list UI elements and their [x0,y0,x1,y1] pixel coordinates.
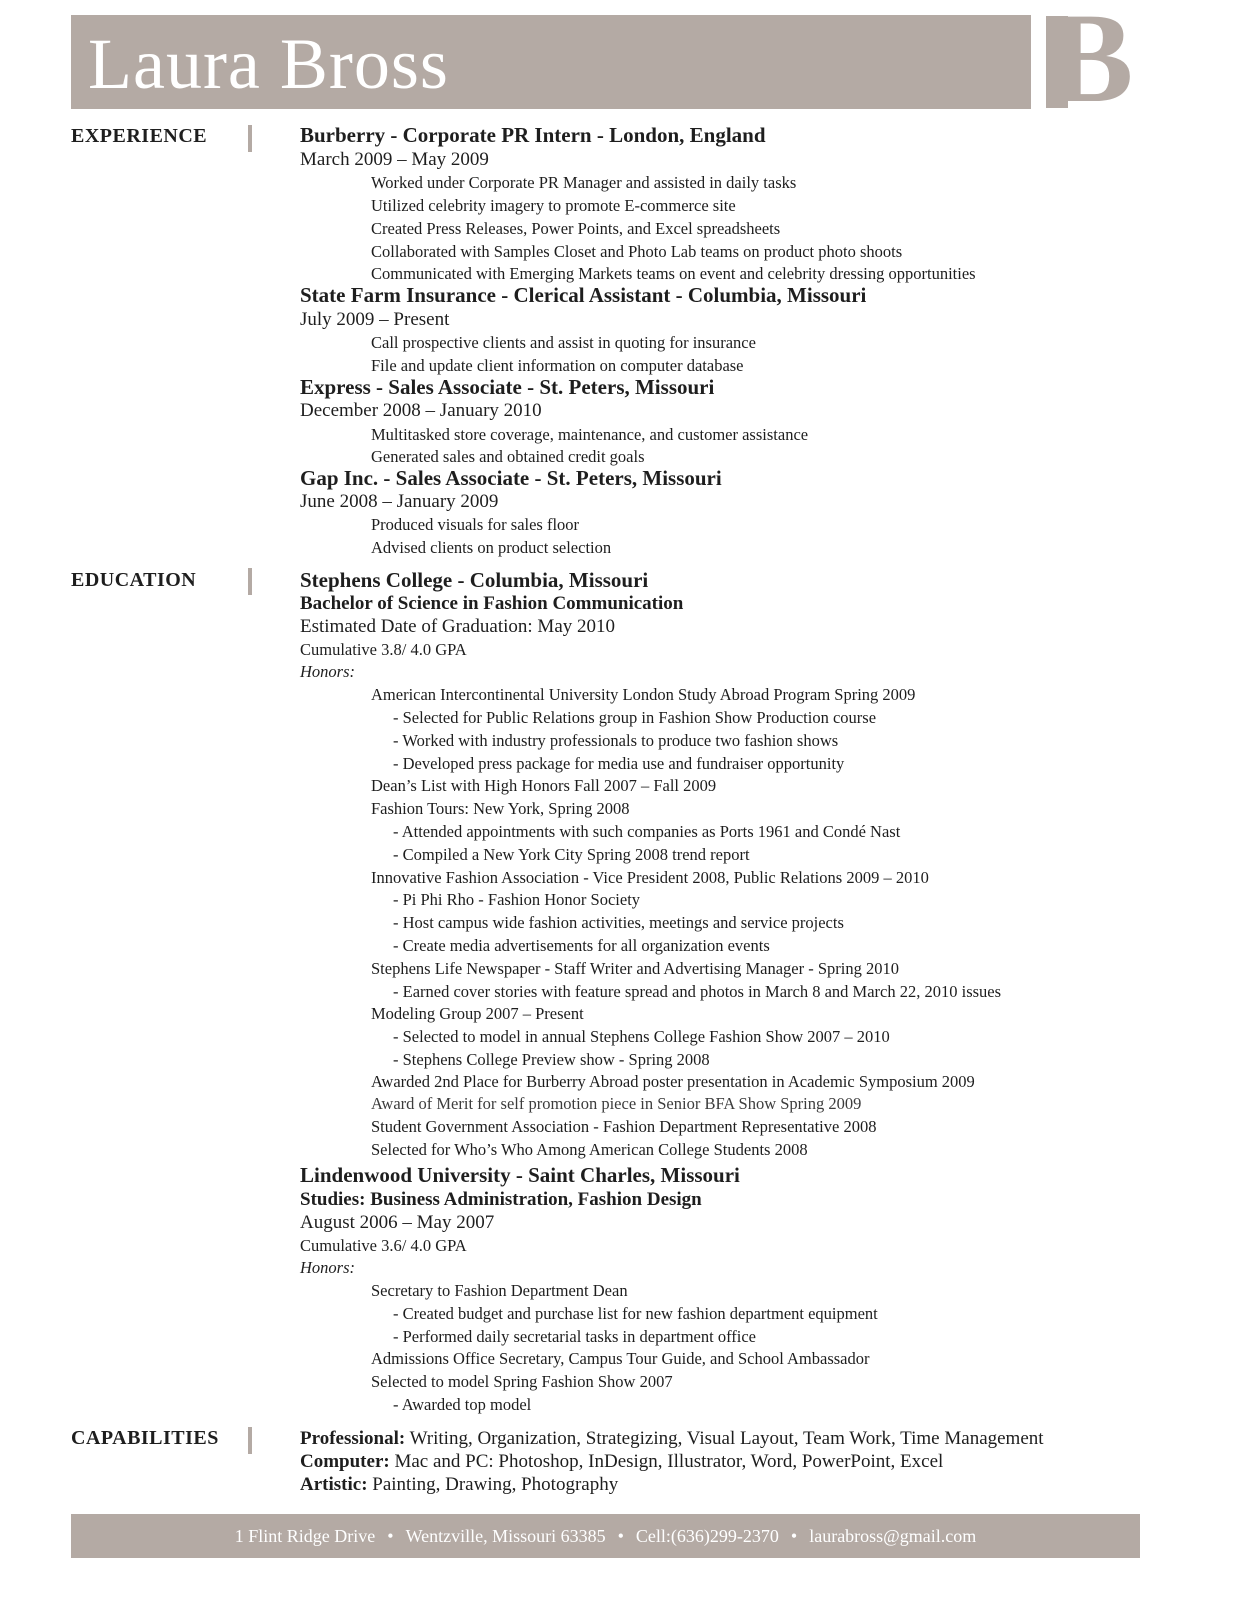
honor-item: Stephens Life Newspaper - Staff Writer and Advertising Manager - Spring 2010 [371,959,899,978]
honor-subitem: - Worked with industry professionals to produce two fashion shows [393,731,839,750]
capability-label: Artistic: [300,1474,368,1495]
honors-label: Honors: [300,662,356,681]
job-title: Express - Sales Associate - St. Peters, Missouri [300,375,715,399]
capability-value: Writing, Organization, Strategizing, Visual Layout, Team Work, Time Management [409,1428,1044,1449]
honor-item: Selected for Who’s Who Among American College Students 2008 [371,1140,808,1159]
capability-label: Professional: [300,1428,406,1449]
honor-item: Dean’s List with High Honors Fall 2007 – Fall 2009 [371,776,717,795]
honor-item: Student Government Association - Fashion Department Representative 2008 [371,1117,877,1136]
capability-professional [300,1428,1044,1450]
job-bullet: File and update client information on computer database [371,356,744,375]
honor-item: Innovative Fashion Association - Vice President 2008, Public Relations 2009 – 2010 [371,868,929,887]
honor-item: Secretary to Fashion Department Dean [371,1281,628,1300]
experience-divider [248,125,252,152]
honor-subitem: - Developed press package for media use and fundraiser opportunity [393,754,845,773]
footer-cell: Cell:(636)299-2370 [635,1525,779,1546]
attendance-dates: August 2006 – May 2007 [300,1212,495,1233]
degree: Studies: Business Administration, Fashion Design [300,1189,702,1210]
job-title: Burberry - Corporate PR Intern - London, England [300,123,766,147]
capability-value: Painting, Drawing, Photography [372,1474,619,1495]
honor-subitem: - Pi Phi Rho - Fashion Honor Society [393,890,641,909]
footer-city: Wentzville, Missouri 63385 [405,1525,606,1546]
capability-value: Mac and PC: Photoshop, InDesign, Illustrator, Word, PowerPoint, Excel [394,1451,944,1472]
honor-item: Admissions Office Secretary, Campus Tour Guide, and School Ambassador [371,1349,870,1368]
honor-subitem: - Create media advertisements for all organization events [393,936,770,955]
honor-subitem: - Performed daily secretarial tasks in department office [393,1327,757,1346]
capabilities-heading: CAPABILITIES [71,1427,219,1449]
honor-subitem: - Attended appointments with such companies as Ports 1961 and Condé Nast [393,822,901,841]
job-bullet: Created Press Releases, Power Points, and Excel spreadsheets [371,219,781,238]
honor-subitem: - Awarded top model [393,1395,532,1414]
honor-subitem: - Selected to model in annual Stephens College Fashion Show 2007 – 2010 [393,1027,890,1046]
degree: Bachelor of Science in Fashion Communication [300,593,684,614]
job-bullet: Produced visuals for sales floor [371,515,580,534]
capability-computer [300,1451,943,1473]
monogram-letter: B [1048,0,1134,129]
job-dates: March 2009 – May 2009 [300,149,489,170]
footer-email[interactable]: laurabross@gmail.com [809,1525,977,1546]
job-title: State Farm Insurance - Clerical Assistant - Columbia, Missouri [300,283,867,307]
job-bullet: Generated sales and obtained credit goals [371,447,645,466]
capabilities-divider [248,1427,252,1454]
education-heading: EDUCATION [71,569,197,591]
job-dates: December 2008 – January 2010 [300,400,542,421]
job-bullet: Utilized celebrity imagery to promote E-commerce site [371,196,736,215]
name-title: Laura Bross [88,24,449,104]
job-bullet: Call prospective clients and assist in quoting for insurance [371,333,756,352]
honor-subitem: - Host campus wide fashion activities, meetings and service projects [393,913,844,932]
honor-item: Awarded 2nd Place for Burberry Abroad poster presentation in Academic Symposium 2009 [371,1072,975,1091]
gpa: Cumulative 3.8/ 4.0 GPA [300,640,467,659]
job-bullet: Advised clients on product selection [371,538,612,557]
job-dates: June 2008 – January 2009 [300,491,499,512]
job-bullet: Communicated with Emerging Markets teams on event and celebrity dressing opportunities [371,264,976,283]
honor-item: American Intercontinental University London Study Abroad Program Spring 2009 [371,685,916,704]
school-name: Stephens College - Columbia, Missouri [300,568,649,592]
honor-subitem: - Earned cover stories with feature spread and photos in March 8 and March 22, 2010 issues [393,982,1002,1001]
honor-subitem: - Stephens College Preview show - Spring 2008 [393,1050,710,1069]
capability-artistic [300,1474,618,1496]
honor-item: Modeling Group 2007 – Present [371,1004,584,1023]
honor-subitem: - Created budget and purchase list for new fashion department equipment [393,1304,878,1323]
capability-label: Computer: [300,1451,390,1472]
honor-subitem: - Compiled a New York City Spring 2008 trend report [393,845,750,864]
footer-address: 1 Flint Ridge Drive [234,1525,376,1546]
job-dates: July 2009 – Present [300,309,450,330]
honor-item: Fashion Tours: New York, Spring 2008 [371,799,630,818]
school-name: Lindenwood University - Saint Charles, Missouri [300,1163,740,1187]
job-bullet: Multitasked store coverage, maintenance, and customer assistance [371,425,809,444]
honor-item: Selected to model Spring Fashion Show 2007 [371,1372,673,1391]
gpa: Cumulative 3.6/ 4.0 GPA [300,1236,467,1255]
footer-separator: • [617,1525,624,1546]
honors-label: Honors: [300,1258,356,1277]
job-bullet: Collaborated with Samples Closet and Photo Lab teams on product photo shoots [371,242,903,261]
footer-contact-bar [71,1514,1140,1558]
honor-subitem: - Selected for Public Relations group in Fashion Show Production course [393,708,877,727]
job-title: Gap Inc. - Sales Associate - St. Peters, Missouri [300,466,722,490]
graduation-date: Estimated Date of Graduation: May 2010 [300,616,616,637]
footer-separator: • [790,1525,798,1546]
job-bullet: Worked under Corporate PR Manager and assisted in daily tasks [371,173,797,192]
honor-item: Award of Merit for self promotion piece in Senior BFA Show Spring 2009 [371,1094,862,1113]
education-divider [248,568,252,595]
footer-separator: • [387,1525,394,1546]
experience-heading: EXPERIENCE [71,125,208,147]
